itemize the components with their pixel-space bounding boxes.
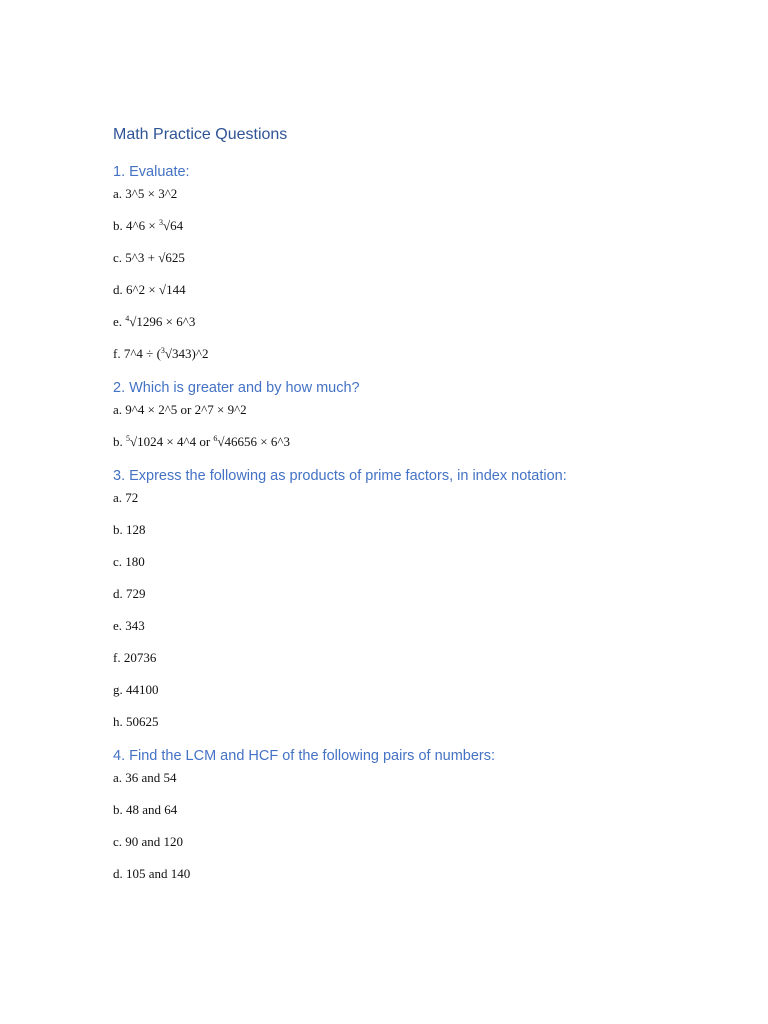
root-index: 3: [158, 218, 163, 227]
question-text-post: √343)^2: [164, 346, 209, 361]
question-1b: [113, 218, 183, 234]
question-text: c. 180: [113, 554, 145, 569]
question-text-pre: b. 4^6 ×: [113, 218, 159, 233]
root-index: 6: [213, 434, 218, 443]
question-3h: [113, 714, 159, 730]
question-3g: [113, 682, 159, 698]
root-index: 4: [125, 314, 130, 323]
question-text-pre: e.: [113, 314, 126, 329]
question-text-post: √1296 × 6^3: [129, 314, 196, 329]
question-text: f. 20736: [113, 650, 157, 665]
question-2b: [113, 434, 290, 450]
question-text-post: √64: [162, 218, 184, 233]
root-index: 3: [160, 346, 165, 355]
question-3a: [113, 490, 138, 506]
section-heading-evaluate: 1. Evaluate:: [113, 164, 190, 180]
question-text: c. 90 and 120: [113, 834, 184, 849]
question-text-pre: b.: [113, 434, 126, 449]
question-text: a. 3^5 × 3^2: [113, 186, 178, 201]
question-text-mid: √1024 × 4^4 or: [130, 434, 214, 449]
question-text: a. 36 and 54: [113, 770, 177, 785]
question-text: b. 48 and 64: [113, 802, 178, 817]
question-1d: [113, 282, 186, 298]
question-text: g. 44100: [113, 682, 159, 697]
question-3f: [113, 650, 156, 666]
question-text: b. 128: [113, 522, 146, 537]
page-title: Math Practice Questions: [113, 126, 288, 143]
section-heading-prime-factors: 3. Express the following as products of prime factors, in index notation:: [113, 468, 567, 484]
question-4a: [113, 770, 177, 786]
question-1f: [113, 346, 208, 362]
root-index: 5: [126, 434, 130, 443]
question-3d: [113, 586, 146, 602]
question-text-post: √46656 × 6^3: [217, 434, 290, 449]
section-heading-greater: 2. Which is greater and by how much?: [113, 380, 360, 396]
question-4b: [113, 802, 177, 818]
question-1e: [113, 314, 195, 330]
section-heading-lcm-hcf: 4. Find the LCM and HCF of the following pairs of numbers:: [113, 748, 496, 764]
question-3b: [113, 522, 146, 538]
question-text: a. 72: [113, 490, 139, 505]
question-text: h. 50625: [113, 714, 159, 729]
question-text: d. 729: [113, 586, 146, 601]
question-1c: [113, 250, 185, 266]
question-text: e. 343: [113, 618, 145, 633]
question-1a: [113, 186, 177, 202]
question-text: d. 105 and 140: [113, 866, 191, 881]
question-text: c. 5^3 + √625: [113, 250, 185, 265]
question-text: a. 9^4 × 2^5 or 2^7 × 9^2: [113, 402, 247, 417]
question-2a: [113, 402, 247, 418]
question-text: d. 6^2 × √144: [113, 282, 186, 297]
question-text-pre: f. 7^4 ÷ (: [113, 346, 161, 361]
question-4d: [113, 866, 190, 882]
question-4c: [113, 834, 183, 850]
question-3c: [113, 554, 145, 570]
question-3e: [113, 618, 145, 634]
